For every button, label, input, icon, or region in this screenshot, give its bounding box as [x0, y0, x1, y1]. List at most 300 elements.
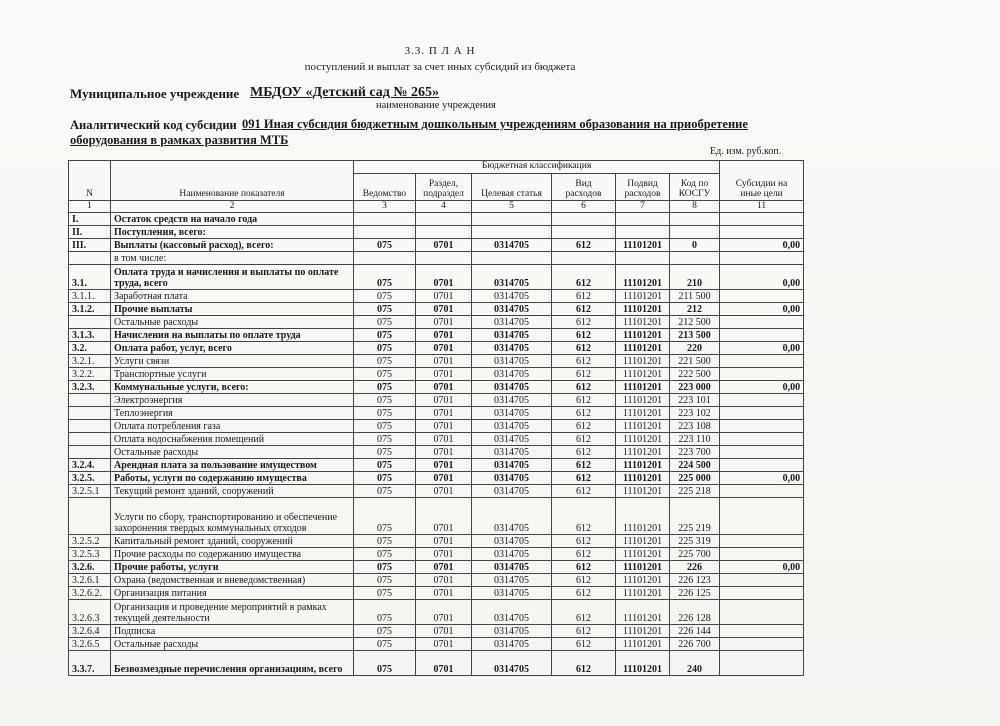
row-section: 0701 [416, 561, 472, 574]
row-kosgu: 223 102 [670, 407, 720, 420]
row-name: Подписка [111, 625, 354, 638]
row-subsidy-amount: 0,00 [720, 381, 804, 394]
header-n: N [69, 161, 111, 201]
row-department: 075 [354, 548, 416, 561]
header-kosgu-l1: Код по [680, 179, 709, 190]
row-number: III. [69, 239, 111, 252]
row-expense-type: 612 [552, 651, 616, 676]
row-name: Коммунальные услуги, всего: [111, 381, 354, 394]
row-subtype: 11101201 [616, 303, 670, 316]
column-number: 8 [670, 201, 720, 213]
table-row [69, 394, 804, 407]
row-target-item: 0314705 [472, 498, 552, 535]
row-subsidy-amount: 0,00 [720, 561, 804, 574]
row-expense-type: 612 [552, 548, 616, 561]
row-subtype: 11101201 [616, 407, 670, 420]
header-budget-classification: Бюджетная классификация [354, 161, 720, 174]
row-subsidy-amount [720, 587, 804, 600]
row-section: 0701 [416, 342, 472, 355]
row-subsidy-amount: 0,00 [720, 265, 804, 290]
table-row [69, 574, 804, 587]
table-row [69, 587, 804, 600]
row-department: 075 [354, 368, 416, 381]
row-subtype [616, 252, 670, 265]
row-expense-type: 612 [552, 420, 616, 433]
row-number [69, 433, 111, 446]
row-section: 0701 [416, 329, 472, 342]
row-target-item: 0314705 [472, 329, 552, 342]
row-expense-type: 612 [552, 498, 616, 535]
subsidy-code-text: 091 Иная субсидия бюджетным дошкольным учреждениям образования на приобретение [242, 117, 748, 131]
row-target-item: 0314705 [472, 625, 552, 638]
row-subtype [616, 226, 670, 239]
row-target-item: 0314705 [472, 420, 552, 433]
row-subtype: 11101201 [616, 548, 670, 561]
row-section: 0701 [416, 600, 472, 625]
row-expense-type: 612 [552, 485, 616, 498]
row-target-item: 0314705 [472, 651, 552, 676]
row-section: 0701 [416, 535, 472, 548]
row-expense-type: 612 [552, 433, 616, 446]
row-subtype: 11101201 [616, 485, 670, 498]
row-target-item [472, 213, 552, 226]
row-name: Безвозмездные перечисления организациям, всего [111, 651, 354, 676]
row-number: II. [69, 226, 111, 239]
row-section: 0701 [416, 446, 472, 459]
table-row [69, 226, 804, 239]
row-section: 0701 [416, 638, 472, 651]
subsidy-code-label: Аналитический код субсидии [70, 118, 237, 132]
row-number: 3.2.6.5 [69, 638, 111, 651]
row-name: Начисления на выплаты по оплате труда [111, 329, 354, 342]
row-number: 3.2.6. [69, 561, 111, 574]
row-target-item [472, 226, 552, 239]
row-subsidy-amount [720, 420, 804, 433]
plan-subtitle: поступлений и выплат за счет иных субсидий из бюджета [304, 61, 576, 73]
row-subtype: 11101201 [616, 433, 670, 446]
row-department: 075 [354, 290, 416, 303]
column-number: 6 [552, 201, 616, 213]
row-name: Электроэнергия [111, 394, 354, 407]
row-kosgu: 223 000 [670, 381, 720, 394]
row-subsidy-amount [720, 600, 804, 625]
table-row [69, 459, 804, 472]
row-subtype: 11101201 [616, 368, 670, 381]
row-subsidy-amount [720, 548, 804, 561]
column-number: 11 [720, 201, 804, 213]
table-row [69, 252, 804, 265]
table-row [69, 239, 804, 252]
row-kosgu [670, 252, 720, 265]
row-subsidy-amount [720, 226, 804, 239]
row-kosgu: 225 700 [670, 548, 720, 561]
row-expense-type: 612 [552, 472, 616, 485]
row-name: Остальные расходы [111, 638, 354, 651]
row-subtype: 11101201 [616, 459, 670, 472]
row-number: 3.2.3. [69, 381, 111, 394]
header-expense-type [552, 174, 616, 201]
row-section: 0701 [416, 407, 472, 420]
row-kosgu: 225 219 [670, 498, 720, 535]
row-target-item: 0314705 [472, 548, 552, 561]
row-number: I. [69, 213, 111, 226]
row-expense-type: 612 [552, 561, 616, 574]
row-subsidy-amount [720, 407, 804, 420]
table-row [69, 420, 804, 433]
row-subtype: 11101201 [616, 394, 670, 407]
row-section: 0701 [416, 316, 472, 329]
row-department: 075 [354, 498, 416, 535]
row-number: 3.2.5.2 [69, 535, 111, 548]
row-expense-type [552, 213, 616, 226]
row-subtype: 11101201 [616, 535, 670, 548]
row-name: Оплата труда и начисления и выплаты по оплате труда, всего [111, 265, 354, 290]
row-target-item: 0314705 [472, 433, 552, 446]
header-subsidy-l1: Субсидии на [735, 179, 788, 190]
row-kosgu: 211 500 [670, 290, 720, 303]
table-row [69, 600, 804, 625]
row-name: Прочие расходы по содержанию имущества [111, 548, 354, 561]
table-row [69, 303, 804, 316]
row-expense-type [552, 226, 616, 239]
row-target-item: 0314705 [472, 459, 552, 472]
row-name: Услуги связи [111, 355, 354, 368]
row-subsidy-amount [720, 574, 804, 587]
row-subtype: 11101201 [616, 638, 670, 651]
table-row [69, 290, 804, 303]
row-number: 3.2. [69, 342, 111, 355]
column-number: 3 [354, 201, 416, 213]
row-number: 3.1.1. [69, 290, 111, 303]
row-subtype: 11101201 [616, 625, 670, 638]
row-subsidy-amount [720, 213, 804, 226]
row-kosgu: 223 101 [670, 394, 720, 407]
row-department: 075 [354, 407, 416, 420]
column-number: 7 [616, 201, 670, 213]
row-kosgu: 223 700 [670, 446, 720, 459]
row-number [69, 252, 111, 265]
row-number: 3.2.1. [69, 355, 111, 368]
row-target-item: 0314705 [472, 485, 552, 498]
table-header-row [69, 161, 804, 174]
row-target-item: 0314705 [472, 368, 552, 381]
row-target-item: 0314705 [472, 381, 552, 394]
institution-name: МБДОУ «Детский сад № 265» [250, 85, 439, 100]
row-section: 0701 [416, 355, 472, 368]
row-department: 075 [354, 472, 416, 485]
row-department: 075 [354, 600, 416, 625]
row-name: Теплоэнергия [111, 407, 354, 420]
row-subsidy-amount [720, 485, 804, 498]
row-target-item: 0314705 [472, 265, 552, 290]
row-subtype: 11101201 [616, 574, 670, 587]
row-kosgu: 226 144 [670, 625, 720, 638]
column-number: 4 [416, 201, 472, 213]
row-kosgu: 212 500 [670, 316, 720, 329]
header-section-l1: Раздел, [428, 179, 459, 190]
row-expense-type: 612 [552, 600, 616, 625]
row-subsidy-amount [720, 394, 804, 407]
institution-label: Муниципальное учреждение [70, 86, 240, 101]
column-numbers-row [69, 201, 804, 213]
row-kosgu [670, 226, 720, 239]
header-kosgu [670, 174, 720, 201]
row-name: Остальные расходы [111, 316, 354, 329]
row-kosgu: 226 128 [670, 600, 720, 625]
row-subsidy-amount: 0,00 [720, 303, 804, 316]
column-number: 5 [472, 201, 552, 213]
row-subsidy-amount [720, 625, 804, 638]
row-name: в том числе: [111, 252, 354, 265]
table-row [69, 472, 804, 485]
row-name: Организация питания [111, 587, 354, 600]
row-expense-type: 612 [552, 535, 616, 548]
subsidy-code-text-cont: оборудования в рамках развития МТБ [70, 133, 289, 147]
header-subtype [616, 174, 670, 201]
row-target-item: 0314705 [472, 316, 552, 329]
row-expense-type: 612 [552, 303, 616, 316]
table-row [69, 368, 804, 381]
header-subtype-l1: Подвид [627, 179, 658, 190]
row-target-item: 0314705 [472, 535, 552, 548]
row-expense-type: 612 [552, 625, 616, 638]
row-kosgu: 240 [670, 651, 720, 676]
row-name: Выплаты (кассовый расход), всего: [111, 239, 354, 252]
row-department: 075 [354, 587, 416, 600]
row-subsidy-amount [720, 290, 804, 303]
header-section-l2: подраздел [423, 189, 464, 200]
row-number: 3.2.6.1 [69, 574, 111, 587]
row-kosgu [670, 213, 720, 226]
table-row [69, 407, 804, 420]
row-subtype: 11101201 [616, 381, 670, 394]
table-row [69, 342, 804, 355]
row-department: 075 [354, 625, 416, 638]
row-target-item: 0314705 [472, 587, 552, 600]
row-subtype: 11101201 [616, 420, 670, 433]
header-subtype-l2: расходов [624, 189, 661, 200]
row-section: 0701 [416, 290, 472, 303]
row-kosgu: 222 500 [670, 368, 720, 381]
row-expense-type: 612 [552, 316, 616, 329]
row-subsidy-amount [720, 459, 804, 472]
header-expense-type-l1: Вид [575, 179, 592, 190]
row-expense-type: 612 [552, 265, 616, 290]
row-name: Текущий ремонт зданий, сооружений [111, 485, 354, 498]
row-name: Оплата потребления газа [111, 420, 354, 433]
row-subsidy-amount [720, 252, 804, 265]
row-section: 0701 [416, 625, 472, 638]
row-subsidy-amount [720, 368, 804, 381]
row-name: Услуги по сбору, транспортированию и обеспечение захоронения твердых коммунальных отходов [111, 498, 354, 535]
row-section [416, 213, 472, 226]
table-row [69, 355, 804, 368]
table-row [69, 213, 804, 226]
row-department [354, 252, 416, 265]
row-subsidy-amount [720, 638, 804, 651]
row-section: 0701 [416, 433, 472, 446]
row-department: 075 [354, 561, 416, 574]
row-subtype: 11101201 [616, 498, 670, 535]
row-kosgu: 210 [670, 265, 720, 290]
row-target-item: 0314705 [472, 472, 552, 485]
row-subtype: 11101201 [616, 290, 670, 303]
row-subtype [616, 213, 670, 226]
row-kosgu: 225 000 [670, 472, 720, 485]
row-name: Охрана (ведомственная и вневедомственная) [111, 574, 354, 587]
row-kosgu: 225 319 [670, 535, 720, 548]
row-number [69, 420, 111, 433]
row-target-item: 0314705 [472, 394, 552, 407]
row-number [69, 498, 111, 535]
row-expense-type: 612 [552, 446, 616, 459]
row-subsidy-amount [720, 316, 804, 329]
row-number: 3.3.7. [69, 651, 111, 676]
row-section: 0701 [416, 303, 472, 316]
row-name: Капитальный ремонт зданий, сооружений [111, 535, 354, 548]
row-kosgu: 221 500 [670, 355, 720, 368]
header-section [416, 174, 472, 201]
row-name: Оплата водоснабжения помещений [111, 433, 354, 446]
row-subtype: 11101201 [616, 342, 670, 355]
row-department: 075 [354, 394, 416, 407]
row-subtype: 11101201 [616, 587, 670, 600]
row-kosgu: 226 123 [670, 574, 720, 587]
row-target-item: 0314705 [472, 342, 552, 355]
row-number: 3.2.5.3 [69, 548, 111, 561]
header-subsidy-l2: иные цели [740, 189, 783, 200]
row-kosgu: 226 700 [670, 638, 720, 651]
table-row [69, 485, 804, 498]
row-expense-type: 612 [552, 290, 616, 303]
row-name: Остаток средств на начало года [111, 213, 354, 226]
row-expense-type: 612 [552, 355, 616, 368]
row-target-item: 0314705 [472, 561, 552, 574]
row-subsidy-amount: 0,00 [720, 239, 804, 252]
row-target-item: 0314705 [472, 303, 552, 316]
table-row [69, 625, 804, 638]
row-kosgu: 224 500 [670, 459, 720, 472]
row-number: 3.2.6.3 [69, 600, 111, 625]
row-section: 0701 [416, 420, 472, 433]
row-subsidy-amount: 0,00 [720, 472, 804, 485]
row-subtype: 11101201 [616, 329, 670, 342]
row-department: 075 [354, 651, 416, 676]
row-department: 075 [354, 316, 416, 329]
row-expense-type: 612 [552, 368, 616, 381]
row-section: 0701 [416, 651, 472, 676]
header-target-item: Целевая статья [472, 174, 552, 201]
row-section [416, 252, 472, 265]
row-expense-type: 612 [552, 381, 616, 394]
row-section: 0701 [416, 394, 472, 407]
row-department: 075 [354, 355, 416, 368]
row-kosgu: 225 218 [670, 485, 720, 498]
row-kosgu: 213 500 [670, 329, 720, 342]
row-expense-type [552, 252, 616, 265]
row-department: 075 [354, 265, 416, 290]
row-section [416, 226, 472, 239]
row-subsidy-amount [720, 498, 804, 535]
row-target-item: 0314705 [472, 407, 552, 420]
row-subtype: 11101201 [616, 472, 670, 485]
row-number: 3.2.5.1 [69, 485, 111, 498]
row-department: 075 [354, 303, 416, 316]
table-row [69, 561, 804, 574]
table-row [69, 433, 804, 446]
row-target-item: 0314705 [472, 239, 552, 252]
row-subsidy-amount [720, 651, 804, 676]
row-section: 0701 [416, 587, 472, 600]
row-subsidy-amount [720, 355, 804, 368]
row-section: 0701 [416, 265, 472, 290]
row-department: 075 [354, 433, 416, 446]
budget-plan-table [68, 160, 804, 676]
row-section: 0701 [416, 368, 472, 381]
row-name: Работы, услуги по содержанию имущества [111, 472, 354, 485]
row-section: 0701 [416, 574, 472, 587]
row-name: Остальные расходы [111, 446, 354, 459]
table-row [69, 265, 804, 290]
column-number: 1 [69, 201, 111, 213]
header-kosgu-l2: КОСГУ [678, 189, 711, 200]
row-number: 3.1.2. [69, 303, 111, 316]
table-row [69, 446, 804, 459]
row-number: 3.2.5. [69, 472, 111, 485]
row-subsidy-amount [720, 329, 804, 342]
row-number: 3.2.6.2. [69, 587, 111, 600]
table-row [69, 329, 804, 342]
plan-title: 3.3. П Л А Н [404, 45, 476, 57]
row-kosgu: 220 [670, 342, 720, 355]
header-department: Ведомство [354, 174, 416, 201]
row-subtype: 11101201 [616, 446, 670, 459]
row-expense-type: 612 [552, 239, 616, 252]
table-row [69, 651, 804, 676]
row-department: 075 [354, 239, 416, 252]
column-number: 2 [111, 201, 354, 213]
row-target-item: 0314705 [472, 638, 552, 651]
row-number: 3.2.2. [69, 368, 111, 381]
institution-caption: наименование учреждения [376, 100, 496, 111]
row-subtype: 11101201 [616, 600, 670, 625]
table-row [69, 381, 804, 394]
row-kosgu: 0 [670, 239, 720, 252]
row-department: 075 [354, 574, 416, 587]
row-expense-type: 612 [552, 638, 616, 651]
row-target-item: 0314705 [472, 355, 552, 368]
row-name: Поступления, всего: [111, 226, 354, 239]
row-name: Заработная плата [111, 290, 354, 303]
table-row [69, 548, 804, 561]
row-number: 3.2.6.4 [69, 625, 111, 638]
table-row [69, 498, 804, 535]
row-number [69, 394, 111, 407]
row-kosgu: 223 108 [670, 420, 720, 433]
row-department: 075 [354, 485, 416, 498]
row-department: 075 [354, 329, 416, 342]
row-department: 075 [354, 446, 416, 459]
row-subtype: 11101201 [616, 316, 670, 329]
row-section: 0701 [416, 381, 472, 394]
row-target-item: 0314705 [472, 600, 552, 625]
row-subsidy-amount [720, 446, 804, 459]
header-name: Наименование показателя [111, 161, 354, 201]
row-target-item: 0314705 [472, 446, 552, 459]
row-subsidy-amount [720, 535, 804, 548]
table-row [69, 535, 804, 548]
row-department: 075 [354, 381, 416, 394]
